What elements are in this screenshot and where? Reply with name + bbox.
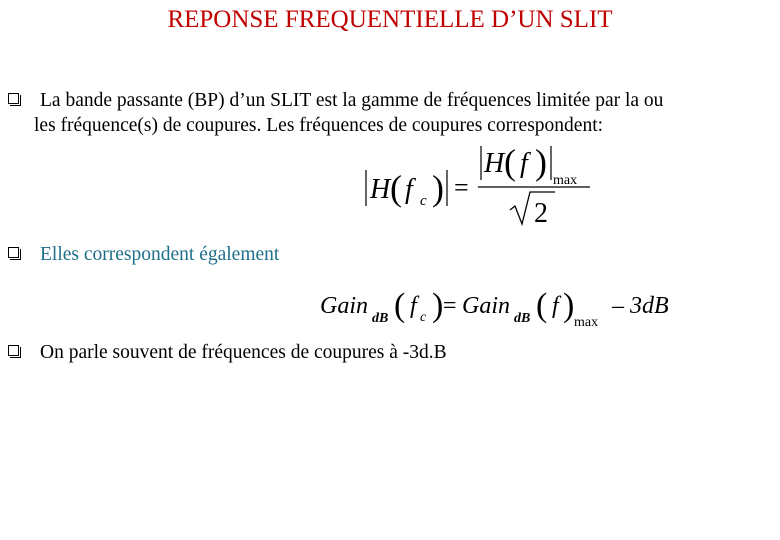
svg-text:): ) [563, 287, 575, 324]
svg-text:H: H [484, 148, 505, 179]
svg-text:max: max [553, 173, 578, 188]
gain-db-formula [316, 282, 686, 332]
svg-text:(: ( [536, 287, 548, 324]
svg-text:(: ( [394, 287, 406, 324]
checkbox-bullet-icon [8, 93, 19, 104]
svg-text:=: = [443, 293, 457, 319]
svg-text:f: f [520, 148, 528, 179]
svg-text:max: max [574, 315, 599, 330]
svg-text:): ) [432, 168, 444, 208]
svg-text:f: f [410, 293, 417, 319]
svg-text:dB: dB [372, 311, 389, 326]
page-title: REPONSE FREQUENTIELLE D’UN SLIT [167, 6, 613, 33]
svg-text:– 3dB: – 3dB [612, 293, 669, 319]
svg-text:c: c [420, 193, 427, 209]
svg-text:Gain: Gain [320, 293, 368, 319]
bullet-3-text: On parle souvent de fréquences de coupures à -3d.B [40, 342, 447, 363]
bullet-1-line-2: les fréquence(s) de coupures. Les fréquences de coupures correspondent: [34, 115, 604, 136]
svg-text:dB: dB [514, 311, 531, 326]
checkbox-bullet-icon [8, 345, 19, 356]
svg-text:Gain: Gain [462, 293, 510, 319]
svg-text:(: ( [390, 168, 402, 208]
lhs-h: H [370, 174, 391, 205]
svg-text:2: 2 [534, 198, 548, 229]
bullet-2-text: Elles correspondent également [40, 244, 280, 265]
bullet-1-line-1: La bande passante (BP) d’un SLIT est la gamme de fréquences limitée par la ou [40, 90, 664, 111]
svg-text:c: c [420, 310, 427, 325]
svg-text:f: f [552, 293, 559, 319]
svg-text:=: = [454, 173, 469, 202]
svg-text:f: f [405, 174, 413, 205]
cutoff-magnitude-formula [360, 140, 600, 230]
svg-text:(: ( [504, 142, 516, 182]
checkbox-bullet-icon [8, 247, 19, 258]
svg-text:): ) [432, 287, 444, 324]
svg-text:): ) [535, 142, 547, 182]
